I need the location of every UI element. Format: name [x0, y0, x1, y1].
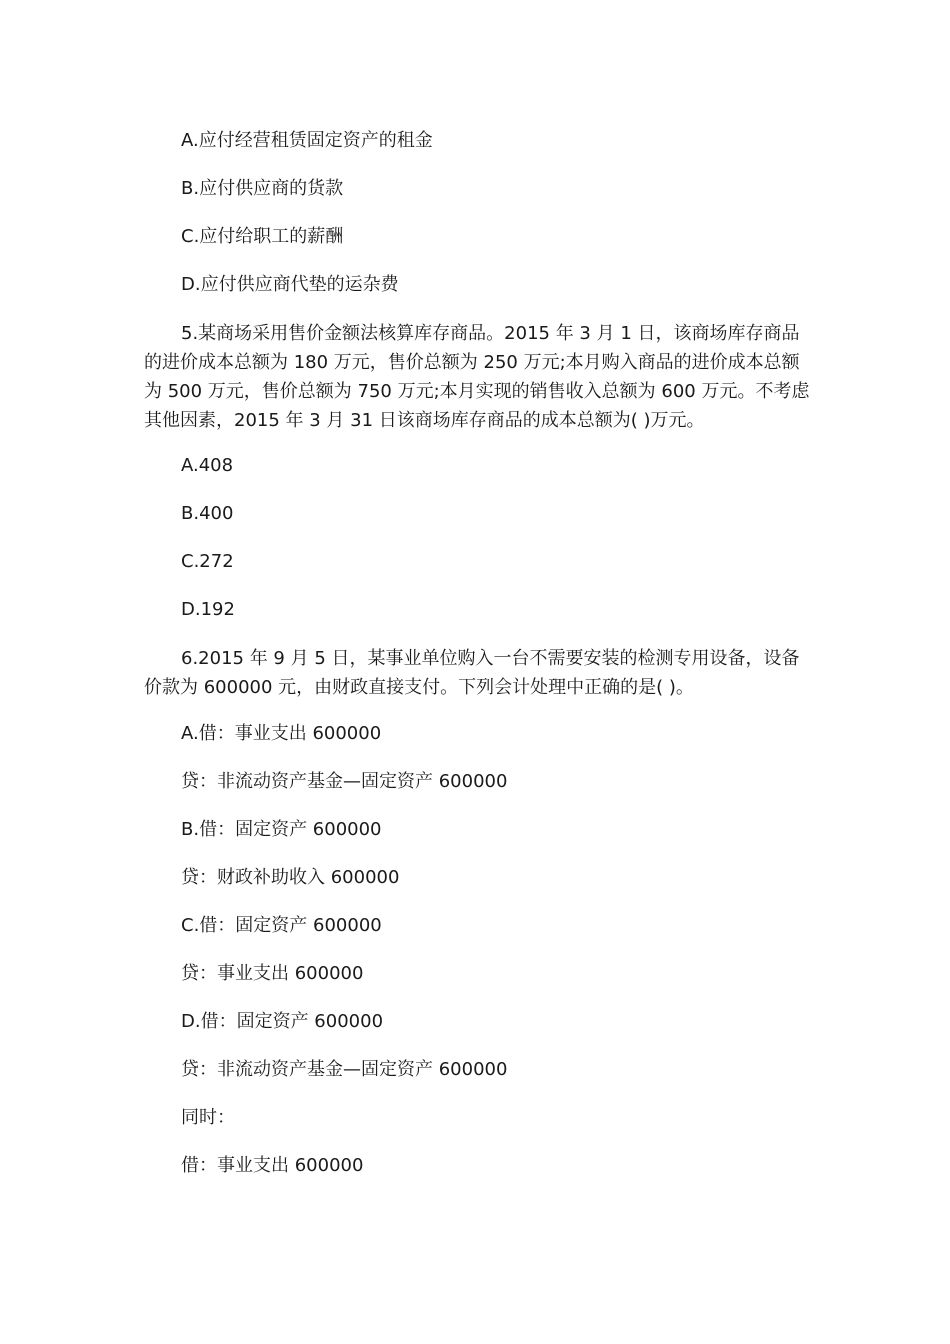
q6-option-c-credit: 贷：事业支出 600000	[181, 963, 364, 984]
q6-stem-line: 6.2015 年 9 月 5 日，某事业单位购入一台不需要安装的检测专用设备，设备	[181, 648, 800, 669]
q6-option-b-debit: B.借：固定资产 600000	[181, 819, 382, 840]
q5-stem-line: 为 500 万元，售价总额为 750 万元;本月实现的销售收入总额为 600 万元。不考虑	[144, 381, 810, 402]
q6-option-d-meanwhile: 同时：	[181, 1107, 235, 1128]
q6-option-d-credit: 贷：非流动资产基金—固定资产 600000	[181, 1059, 508, 1080]
q6-option-d-debit: D.借：固定资产 600000	[181, 1011, 384, 1032]
q6-option-a-debit: A.借：事业支出 600000	[181, 723, 382, 744]
q6-option-d-debit-2: 借：事业支出 600000	[181, 1155, 364, 1176]
q6-option-b-credit: 贷：财政补助收入 600000	[181, 867, 400, 888]
q4-option-c: C.应付给职工的薪酬	[181, 226, 344, 247]
q6-option-c-debit: C.借：固定资产 600000	[181, 915, 382, 936]
q6-question-stem	[144, 644, 804, 702]
q6-stem-line: 价款为 600000 元，由财政直接支付。下列会计处理中正确的是( )。	[144, 677, 694, 698]
q4-option-a: A.应付经营租赁固定资产的租金	[181, 130, 433, 151]
q5-option-d: D.192	[181, 599, 235, 620]
q5-question-stem	[144, 319, 810, 435]
q5-option-a: A.408	[181, 455, 234, 476]
q4-option-b: B.应付供应商的货款	[181, 178, 344, 199]
q5-option-c: C.272	[181, 551, 234, 572]
q5-stem-line: 其他因素，2015 年 3 月 31 日该商场库存商品的成本总额为( )万元。	[144, 410, 705, 431]
q6-option-a-credit: 贷：非流动资产基金—固定资产 600000	[181, 771, 508, 792]
q4-option-d: D.应付供应商代垫的运杂费	[181, 274, 399, 295]
q5-option-b: B.400	[181, 503, 234, 524]
q5-stem-line: 5.某商场采用售价金额法核算库存商品。2015 年 3 月 1 日，该商场库存商品	[181, 323, 800, 344]
q5-stem-line: 的进价成本总额为 180 万元，售价总额为 250 万元;本月购入商品的进价成本总额	[144, 352, 800, 373]
